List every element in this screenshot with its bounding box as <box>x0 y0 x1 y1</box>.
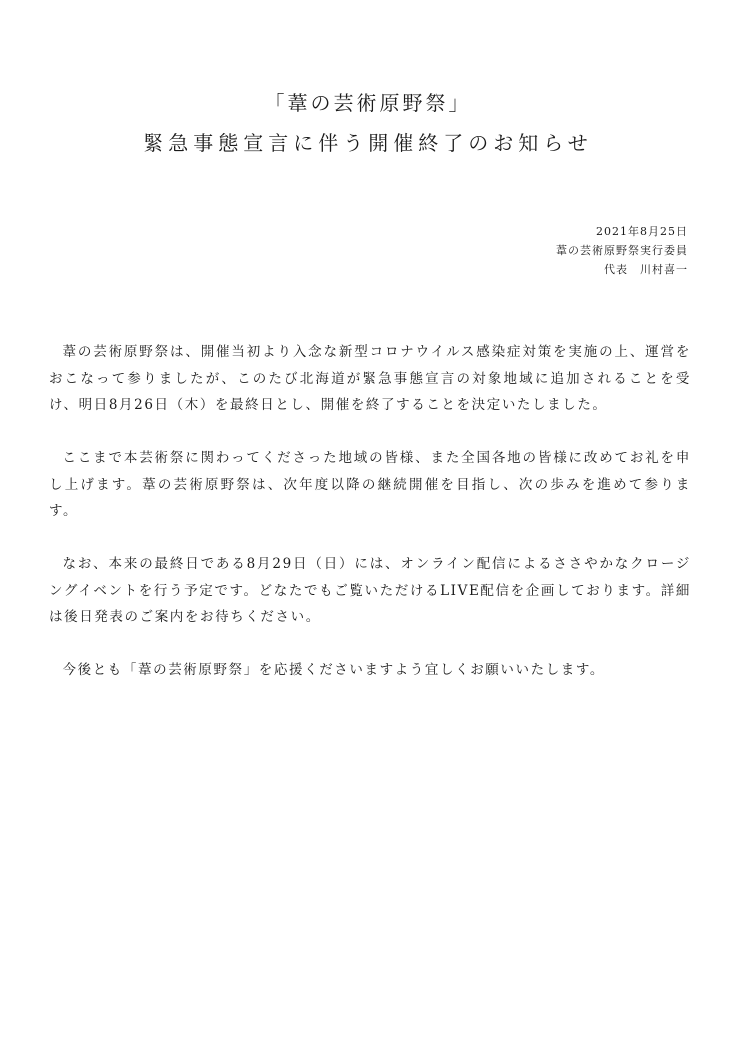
document-title: 「葦の芸術原野祭」 <box>264 91 472 115</box>
document-subtitle: 緊急事態宣言に伴う開催終了のお知らせ <box>143 131 593 155</box>
organization-name: 葦の芸術原野祭実行委員 <box>556 244 688 257</box>
body-paragraph: 今後とも「葦の芸術原野祭」を応援くださいますよう宜しくお願いいたします。 <box>62 662 606 678</box>
representative-name: 代表 川村喜一 <box>604 263 688 276</box>
notice-body <box>49 339 691 684</box>
signature-block <box>556 222 688 279</box>
body-paragraph: なお、本来の最終日である8月29日（日）には、オンライン配信によるささやかなクロージングイベントを行う予定です。どなたでもご覧いただけるLIVE配信を企画しております。詳細は後日発表のご案内をお待ちください。 <box>49 556 691 625</box>
body-paragraph: ここまで本芸術祭に関わってくださった地域の皆様、また全国各地の皆様に改めてお礼を申し上げます。葦の芸術原野祭は、次年度以降の継続開催を目指し、次の歩みを進めて参ります。 <box>49 450 691 519</box>
body-paragraph: 葦の芸術原野祭は、開催当初より入念な新型コロナウイルス感染症対策を実施の上、運営をおこなって参りましたが、このたび北海道が緊急事態宣言の対象地域に追加されることを受け、明日8月26日（木）を最終日とし、開催を終了することを決定いたしました。 <box>49 344 691 413</box>
issue-date: 2021年8月25日 <box>596 225 688 238</box>
